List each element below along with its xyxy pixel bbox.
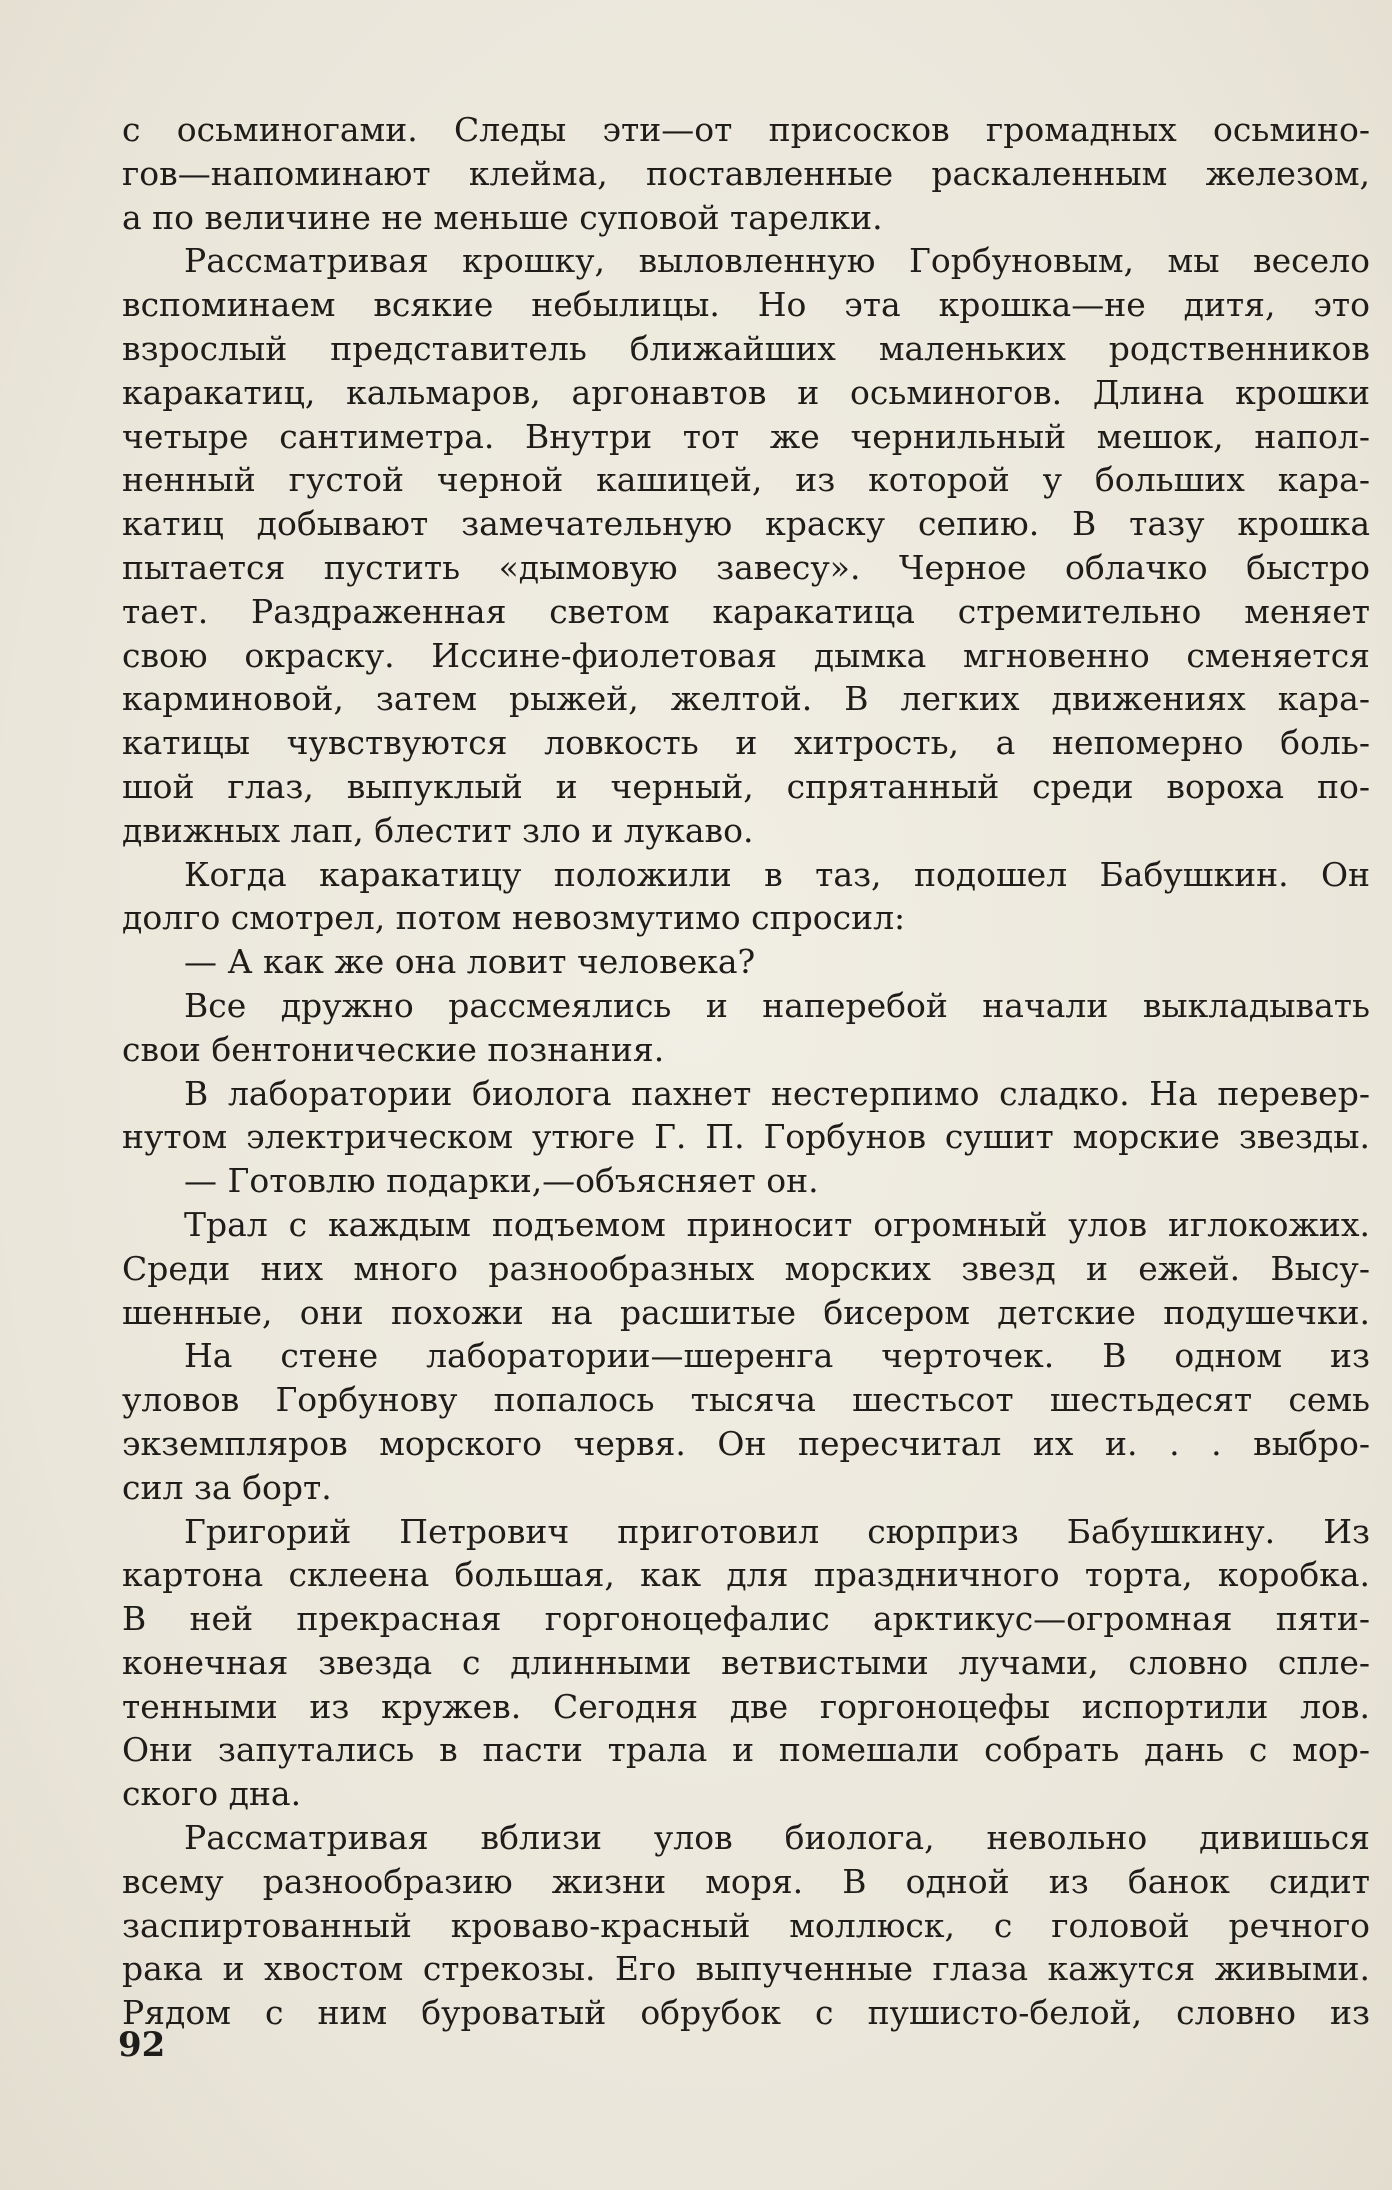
text-line: уловов Горбунову попалось тысяча шестьсот шестьдесят семь (122, 1380, 1370, 1420)
text-line: шой глаз, выпуклый и черный, спрятанный среди вороха по- (122, 766, 1370, 806)
text-line: сил за борт. (122, 1467, 332, 1507)
text-line: четыре сантиметра. Внутри тот же чернильный мешок, напол- (122, 416, 1370, 456)
text-line: шенные, они похожи на расшитые бисером детские подушечки. (122, 1292, 1370, 1332)
text-line: катицы чувствуются ловкость и хитрость, а непомерно боль- (122, 723, 1370, 763)
page-number: 92 (118, 2025, 166, 2065)
text-line: Рядом с ним буроватый обрубок с пушисто-белой, словно из (122, 1993, 1370, 2033)
text-line: гов—напоминают клейма, поставленные раскаленным железом, (122, 153, 1370, 193)
text-line: конечная звезда с длинными ветвистыми лучами, словно спле- (122, 1642, 1370, 1682)
text-line: с осьминогами. Следы эти—от присосков громадных осьмино- (122, 110, 1370, 149)
text-line: рака и хвостом стрекозы. Его выпученные глаза кажутся живыми. (122, 1949, 1370, 1989)
text-line: катиц добывают замечательную краску сепию. В тазу крошка (122, 504, 1370, 544)
text-line: вспоминаем всякие небылицы. Но эта крошка—не дитя, это (122, 285, 1370, 325)
text-line: — Готовлю подарки,—объясняет он. (184, 1161, 819, 1201)
text-line: Все дружно рассмеялись и наперебой начали выкладывать (184, 985, 1370, 1025)
text-line: Они запутались в пасти трала и помешали собрать дань с мор- (122, 1730, 1370, 1770)
text-line: нутом электрическом утюге Г. П. Горбунов сушит морские звезды. (122, 1117, 1370, 1157)
text-line: — А как же она ловит человека? (184, 942, 756, 982)
text-line: ского дна. (122, 1774, 302, 1814)
text-line: Трал с каждым подъемом приносит огромный улов иглокожих. (184, 1204, 1370, 1244)
text-line: Когда каракатицу положили в таз, подошел Бабушкин. Он (184, 854, 1370, 894)
text-line: В лаборатории биолога пахнет нестерпимо сладко. На перевер- (184, 1073, 1370, 1113)
text-line: взрослый представитель ближайших маленьких родственников (122, 328, 1370, 368)
text-line: тенными из кружев. Сегодня две горгоноцефы испортили лов. (122, 1686, 1370, 1726)
text-line: движных лап, блестит зло и лукаво. (122, 810, 754, 850)
text-line: На стене лаборатории—шеренга черточек. В одном из (184, 1336, 1370, 1376)
text-line: Рассматривая крошку, выловленную Горбуновым, мы весело (184, 241, 1370, 281)
text-line: ненный густой черной кашицей, из которой у больших кара- (122, 460, 1370, 500)
text-line: тает. Раздраженная светом каракатица стремительно меняет (122, 591, 1370, 631)
text-line: Среди них много разнообразных морских звезд и ежей. Высу- (122, 1248, 1370, 1288)
text-line: свои бентонические познания. (122, 1029, 665, 1069)
text-line: свою окраску. Иссине-фиолетовая дымка мгновенно сменяется (122, 635, 1370, 675)
text-line: каракатиц, кальмаров, аргонавтов и осьминогов. Длина крошки (122, 372, 1370, 412)
text-line: картона склеена большая, как для праздничного торта, коробка. (122, 1555, 1370, 1595)
text-line: В ней прекрасная горгоноцефалис арктикус—огромная пяти- (122, 1599, 1370, 1639)
text-line: Рассматривая вблизи улов биолога, невольно дивишься (184, 1818, 1370, 1858)
text-line: а по величине не меньше суповой тарелки. (122, 197, 883, 237)
text-line: всему разнообразию жизни моря. В одной из банок сидит (122, 1861, 1370, 1901)
text-line: экземпляров морского червя. Он пересчитал их и. . . выбро- (122, 1423, 1370, 1463)
text-line: пытается пустить «дымовую завесу». Черное облачко быстро (122, 547, 1370, 587)
text-line: Григорий Петрович приготовил сюрприз Бабушкину. Из (184, 1511, 1370, 1551)
text-line: долго смотрел, потом невозмутимо спросил: (122, 898, 906, 938)
text-line: карминовой, затем рыжей, желтой. В легких движениях кара- (122, 679, 1370, 719)
body-text (122, 108, 1370, 2035)
text-line: заспиртованный кроваво-красный моллюск, с головой речного (122, 1905, 1370, 1945)
